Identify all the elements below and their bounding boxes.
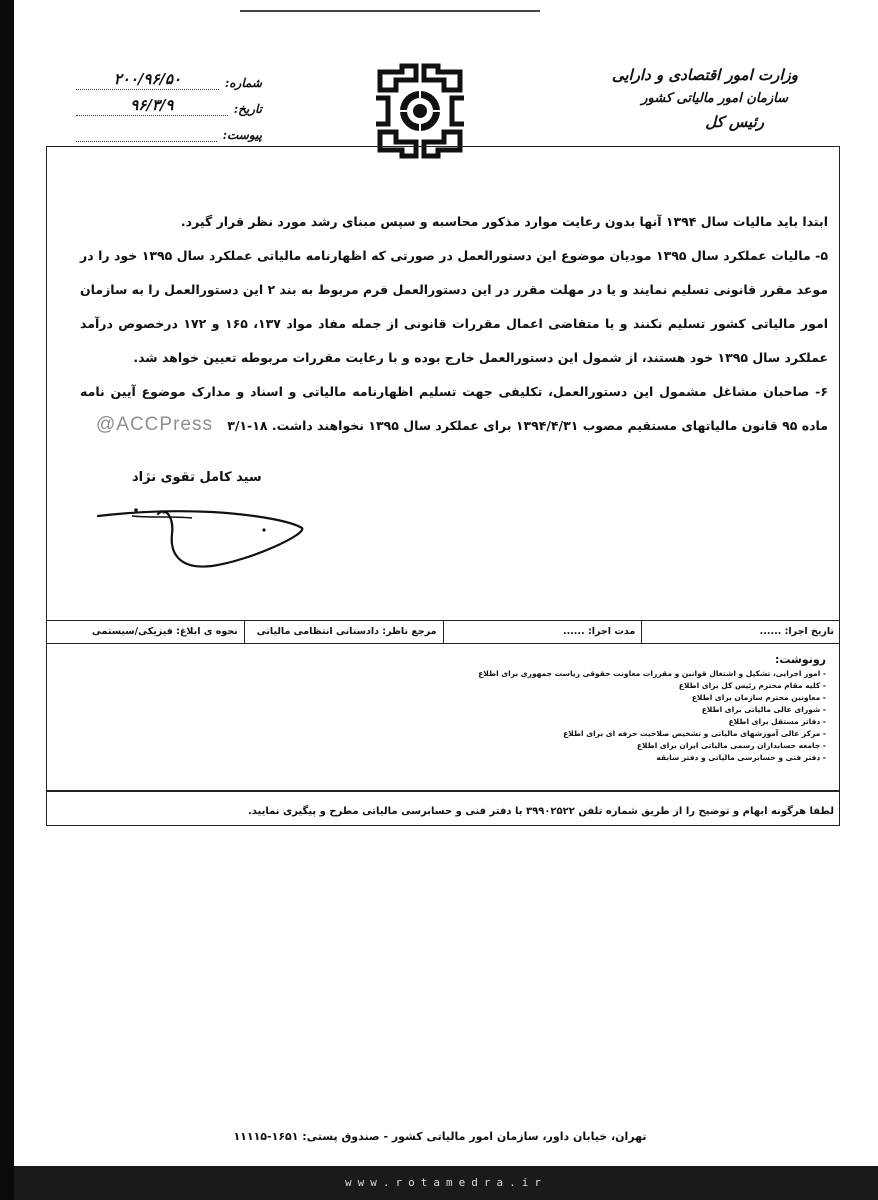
paragraph-intro: ابتدا باید مالیات سال ۱۳۹۴ آنها بدون رعایت موارد مذکور محاسبه و سپس مبنای رشد مورد نظر قرار گیرد. [180,214,828,229]
letter-number-value: ۲۰۰/۹۶/۵۰ [76,70,219,90]
letter-number-row [76,64,262,90]
watermark-text: @ACCPress [96,414,213,435]
list-item: - مرکز عالی آموزشهای مالیاتی و تشخیص صلاحیت حرفه ای برای اطلاع [420,728,826,740]
letter-date-value: ۹۶/۳/۹ [76,96,228,116]
list-item: - امور اجرایی، تشکیل و اشتغال قوانین و مقررات معاونت حقوقی ریاست جمهوری برای اطلاع [420,668,826,680]
letter-meta [76,64,262,142]
cc-list [420,668,826,764]
scan-left-edge [0,0,14,1200]
scan-top-line [240,10,540,12]
list-item: - دفتر فنی و حسابرسی مالیاتی و دفتر سابقه [420,752,826,764]
letter-attachment-row [76,116,262,142]
site-banner: www.rotamedra.ir [14,1166,878,1200]
list-item: - شورای عالی مالیاتی برای اطلاع [420,704,826,716]
signer-name: سید کامل تقوی نژاد [132,470,262,485]
signature-icon [92,482,322,572]
execution-period: مدت اجرا: ...... [443,621,642,643]
letter-attachment-value [76,140,217,142]
list-item: - معاونین محترم سازمان برای اطلاع [420,692,826,704]
footer-note: لطفا هرگونه ابهام و توضیح را از طریق شماره تلفن ۳۹۹۰۲۵۲۲ با دفتر فنی و حسابرسی مالیاتی مطرح و پیگیری نمایید. [247,806,834,817]
cc-title: رونوشت: [774,653,826,666]
letterhead-ministry [538,62,798,134]
paragraph-clause-6: ۶- صاحبان مشاغل مشمول این دستورالعمل، تکلیفی جهت تسلیم اظهارنامه مالیاتی و اسناد و مدارک موضوع آیین نامه ماده ۹۵ قانون مالیاتهای مستقیم مصوب ۱۳۹۴/۴/۳۱ برای عملکرد سال ۱۳۹۵ نخواهند داشت. ۱۸-۳/۱ [80,384,828,433]
letter-date-label: تاریخ: [233,102,262,116]
execution-info-row [46,620,840,644]
letter-date-row [76,90,262,116]
cc-section [420,652,826,764]
list-item: - دفاتر مستقل برای اطلاع [420,716,826,728]
letter-attachment-label: پیوست: [222,128,262,142]
list-item: - کلیه مقام محترم رئیس کل برای اطلاع [420,680,826,692]
frame-separator [46,790,840,792]
letter-number-label: شماره: [224,76,262,90]
organization-name: سازمان امور مالیاتی کشور [641,91,788,106]
letter-body [80,205,828,443]
list-item: - جامعه حسابداران رسمی مالیاتی ایران برای اطلاع [420,740,826,752]
postal-address: تهران، خیابان داور، سازمان امور مالیاتی کشور - صندوق پستی: ۱۶۵۱-۱۱۱۱۵ [233,1130,647,1143]
ministry-name: وزارت امور اقتصادی و دارایی [611,66,798,84]
execution-date: تاریخ اجرا: ...... [641,621,840,643]
notification-method: نحوه ی ابلاغ: فیزیکی/سیستمی [91,626,238,637]
paragraph-clause-5: ۵- مالیات عملکرد سال ۱۳۹۵ مودیان موضوع این دستورالعمل در صورتی که اظهارنامه مالیاتی عملکرد سال ۱۳۹۵ خود را در موعد مقرر قانونی تسلیم نمایند و یا در مهلت مقرر در این دستورالعمل فرم مربوط به بند ۲ این دستورالعمل را به سازمان امور مالیاتی کشور تسلیم نکنند و یا متقاضی اعمال مقررات قانونی از جمله مفاد مواد ۱۳۷، ۱۶۵ و ۱۷۲ درخصوص درآمد عملکرد سال ۱۳۹۵ خود هستند، از شمول این دستورالعمل خارج بوده و با رعایت مقررات مربوطه تعیین خواهد شد. [80,248,828,365]
office-title: رئیس کل [705,113,764,131]
supervising-reference: مرجع ناظر: دادستانی انتظامی مالیاتی [244,621,443,643]
